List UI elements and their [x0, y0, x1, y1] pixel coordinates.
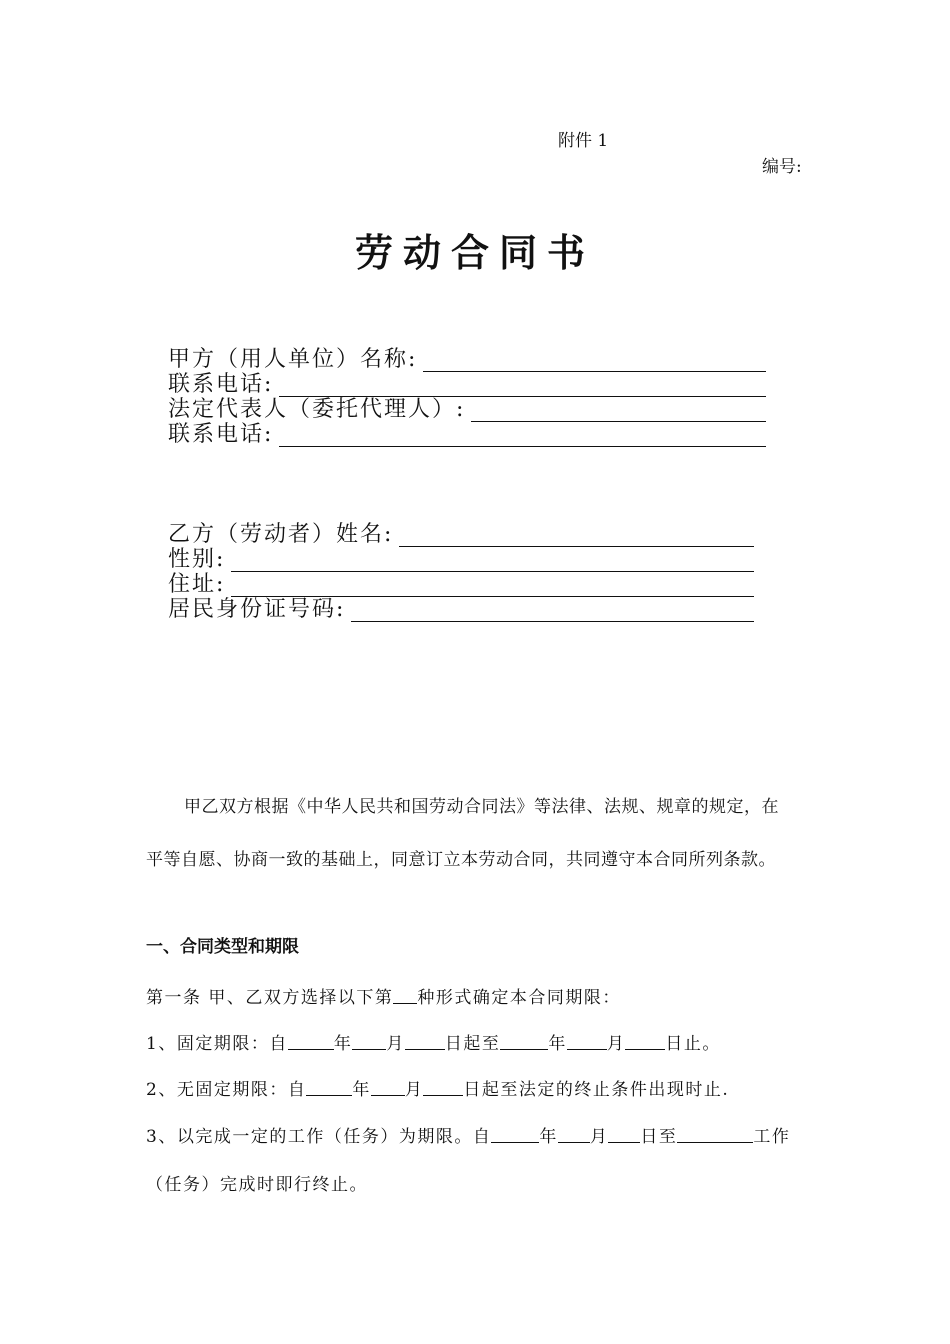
- option-3-line: [146, 1122, 790, 1147]
- party-a-phone2-blank[interactable]: [279, 428, 766, 447]
- option-2-text-b: 年: [352, 1080, 371, 1100]
- party-b-id-label: 居民身份证号码:: [168, 597, 346, 622]
- option-1-end-year-blank[interactable]: [500, 1033, 548, 1050]
- option-3-task-blank[interactable]: [677, 1126, 753, 1143]
- party-a-phone-blank[interactable]: [279, 378, 766, 397]
- party-b-id-field[interactable]: [168, 598, 754, 622]
- option-2-text-a: 2、无固定期限：自: [146, 1080, 307, 1100]
- option-3-text-d: 日至: [640, 1127, 678, 1147]
- party-a-representative-field[interactable]: [168, 398, 766, 422]
- party-a-name-field[interactable]: [168, 348, 766, 372]
- preamble-line-1: 甲乙双方根据《中华人民共和国劳动合同法》等法律、法规、规章的规定，在: [184, 797, 779, 817]
- party-b-address-field[interactable]: [168, 573, 754, 597]
- party-a-representative-blank[interactable]: [471, 403, 766, 422]
- article-1-choice-blank[interactable]: [393, 987, 417, 1004]
- option-1-text-e: 年: [548, 1034, 567, 1054]
- option-2-text-d: 日起至法定的终止条件出现时止.: [463, 1080, 730, 1100]
- option-3-text-e: 工作: [753, 1127, 791, 1147]
- option-2-line: [146, 1075, 729, 1100]
- party-a-name-blank[interactable]: [423, 353, 766, 372]
- option-2-start-year-blank[interactable]: [306, 1079, 352, 1096]
- option-1-end-day-blank[interactable]: [625, 1033, 665, 1050]
- party-b-id-blank[interactable]: [351, 603, 754, 622]
- option-1-text-f: 月: [606, 1034, 626, 1054]
- party-a-representative-label: 法定代表人（委托代理人）:: [168, 397, 466, 422]
- party-b-gender-label: 性别:: [168, 547, 226, 572]
- option-3-start-month-blank[interactable]: [558, 1126, 590, 1143]
- option-1-text-a: 1、固定期限：自: [146, 1034, 288, 1054]
- article-1-suffix: 种形式确定本合同期限：: [417, 988, 621, 1008]
- document-title: 劳动合同书: [354, 230, 595, 275]
- option-3-start-year-blank[interactable]: [491, 1126, 539, 1143]
- party-b-gender-blank[interactable]: [231, 553, 754, 572]
- party-b-address-label: 住址:: [168, 572, 226, 597]
- party-b-address-blank[interactable]: [231, 578, 754, 597]
- article-1-prefix: 第一条 甲、乙双方选择以下第: [146, 988, 394, 1008]
- party-a-phone-field[interactable]: [168, 373, 766, 397]
- party-a-name-label: 甲方（用人单位）名称:: [168, 347, 418, 372]
- option-1-end-month-blank[interactable]: [567, 1033, 607, 1050]
- option-1-text-b: 年: [333, 1034, 353, 1054]
- option-3-text-b: 年: [539, 1127, 558, 1147]
- party-b-name-field[interactable]: [168, 523, 754, 547]
- option-3-text-a: 3、以完成一定的工作（任务）为期限。自: [146, 1127, 492, 1147]
- option-2-start-month-blank[interactable]: [371, 1079, 405, 1096]
- section-1-heading: 一、合同类型和期限: [146, 937, 299, 957]
- preamble-line-2: 平等自愿、协商一致的基础上，同意订立本劳动合同，共同遵守本合同所列条款。: [146, 850, 776, 870]
- party-b-name-label: 乙方（劳动者）姓名:: [168, 522, 394, 547]
- article-1: [146, 983, 621, 1008]
- party-b-name-blank[interactable]: [399, 528, 754, 547]
- option-1-start-year-blank[interactable]: [288, 1033, 334, 1050]
- option-1-text-g: 日止。: [665, 1034, 721, 1054]
- party-a-phone2-label: 联系电话:: [168, 422, 274, 447]
- option-1-text-d: 日起至: [444, 1034, 501, 1054]
- option-2-text-c: 月: [404, 1080, 424, 1100]
- option-3-start-day-blank[interactable]: [608, 1126, 640, 1143]
- option-2-start-day-blank[interactable]: [423, 1079, 463, 1096]
- option-1-start-day-blank[interactable]: [405, 1033, 445, 1050]
- option-1-text-c: 月: [386, 1034, 405, 1054]
- option-1-start-month-blank[interactable]: [352, 1033, 386, 1050]
- party-a-phone2-field[interactable]: [168, 423, 766, 447]
- attachment-label: 附件 1: [558, 131, 609, 151]
- option-3-text-c: 月: [589, 1127, 609, 1147]
- serial-number-label: 编号:: [762, 157, 802, 177]
- party-a-phone-label: 联系电话:: [168, 372, 274, 397]
- party-b-gender-field[interactable]: [168, 548, 754, 572]
- option-3-line-2: （任务）完成时即行终止。: [146, 1175, 368, 1195]
- option-1-line: [146, 1029, 721, 1054]
